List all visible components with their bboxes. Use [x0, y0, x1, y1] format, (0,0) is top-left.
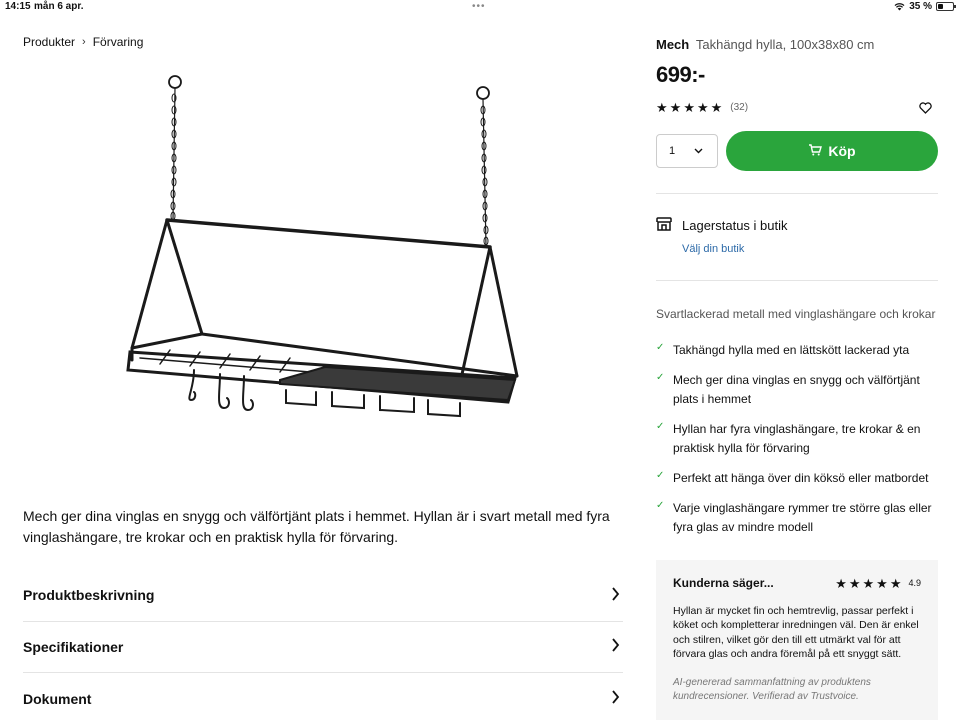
star-icon: ★ [669, 100, 682, 115]
breadcrumb-item-forvaring[interactable]: Förvaring [92, 35, 144, 49]
chevron-right-icon [607, 587, 623, 604]
status-right [894, 1, 954, 12]
accordion-produktbeskrivning[interactable] [23, 570, 623, 622]
star-icon: ★ [862, 575, 875, 591]
check-icon: ✓ [656, 470, 665, 481]
star-icon: ★ [889, 575, 902, 591]
breadcrumb-item-produkter[interactable]: Produkter [23, 35, 76, 49]
feature-item: ✓ Takhängd hylla med en lättskött lackerad yta [656, 341, 938, 360]
wifi-icon [894, 2, 905, 11]
clock: 14:15 [5, 1, 31, 12]
buy-button[interactable] [726, 131, 938, 171]
star-icon: ★ [876, 575, 888, 591]
check-icon: ✓ [656, 421, 665, 432]
cart-icon [808, 143, 822, 159]
check-icon: ✓ [656, 342, 665, 353]
rating[interactable] [656, 101, 748, 114]
feature-list [656, 341, 938, 548]
product-description: Takhängd hylla, 100x38x80 cm [695, 37, 875, 52]
accordion-dokument[interactable] [23, 673, 623, 720]
review-text: Hyllan är mycket fin och hemtrevlig, passar perfekt i köket och kompletterar inredningen väl. Den är enkel och stilren, vilket gör den till ett utmärkt val för att förvara glas och andra föremål på ett snyggt sätt. [673, 605, 919, 661]
star-icon: ★ [696, 100, 709, 115]
review-header [673, 576, 921, 590]
feature-item: ✓ Varje vinglashängare rymmer tre större glas eller fyra glas av mindre modell [656, 499, 938, 537]
star-icon: ★ [710, 100, 723, 115]
review-title: Kunderna säger... [673, 576, 774, 590]
review-note: AI-genererad sammanfattning av produktens kundrecensioner. Verifierad av Trustvoice. [673, 676, 871, 702]
chevron-right-icon: › [82, 36, 86, 48]
store-icon [656, 217, 672, 234]
chevron-right-icon [607, 638, 623, 655]
quantity-value: 1 [669, 145, 676, 157]
star-icon: ★ [848, 575, 861, 591]
heart-icon[interactable] [919, 101, 932, 117]
breadcrumb [23, 35, 143, 49]
check-icon: ✓ [656, 500, 665, 511]
store-status-label: Lagerstatus i butik [682, 218, 788, 233]
accordion-label: Produktbeskrivning [23, 587, 155, 604]
battery-icon [936, 2, 954, 11]
review-score: 4.9 [908, 578, 921, 588]
check-icon: ✓ [656, 372, 665, 383]
feature-item: ✓ Mech ger dina vinglas en snygg och välförtjänt plats i hemmet [656, 371, 938, 409]
review-count: (32) [730, 102, 749, 113]
product-brand: Mech [656, 37, 690, 52]
product-image [120, 70, 530, 430]
feature-item: ✓ Perfekt att hänga över din köksö eller matbordet [656, 469, 938, 488]
review-summary-card [656, 560, 938, 720]
quantity-select[interactable] [656, 134, 718, 168]
multitasking-dots-icon[interactable]: ••• [472, 1, 486, 12]
product-accordion [23, 570, 623, 720]
product-intro: Mech ger dina vinglas en snygg och välförtjänt plats i hemmet. Hyllan är i svart metall med fyra vinglashängare, tre krokar och en praktisk hylla för förvaring. [23, 508, 610, 545]
star-icon: ★ [835, 575, 847, 591]
product-price: 699:- [656, 62, 705, 87]
store-status [656, 217, 788, 234]
star-icon: ★ [656, 100, 668, 115]
divider [656, 280, 938, 281]
buy-label: Köp [828, 143, 856, 159]
date: mån 6 apr. [34, 1, 84, 12]
accordion-label: Specifikationer [23, 638, 124, 655]
feature-item: ✓ Hyllan har fyra vinglashängare, tre krokar & en praktisk hylla för förvaring [656, 420, 938, 458]
accordion-specifikationer[interactable] [23, 622, 623, 674]
star-icon: ★ [683, 100, 695, 115]
choose-store-link[interactable]: Välj din butik [682, 243, 745, 255]
divider [656, 193, 938, 194]
review-rating [835, 577, 921, 590]
battery-percent: 35 % [909, 1, 932, 12]
accordion-label: Dokument [23, 690, 92, 707]
chevron-right-icon [607, 690, 623, 707]
product-summary: Svartlackerad metall med vinglashängare och krokar [656, 307, 936, 321]
product-title [656, 37, 874, 52]
chevron-down-icon [694, 145, 703, 157]
status-bar [0, 0, 960, 14]
